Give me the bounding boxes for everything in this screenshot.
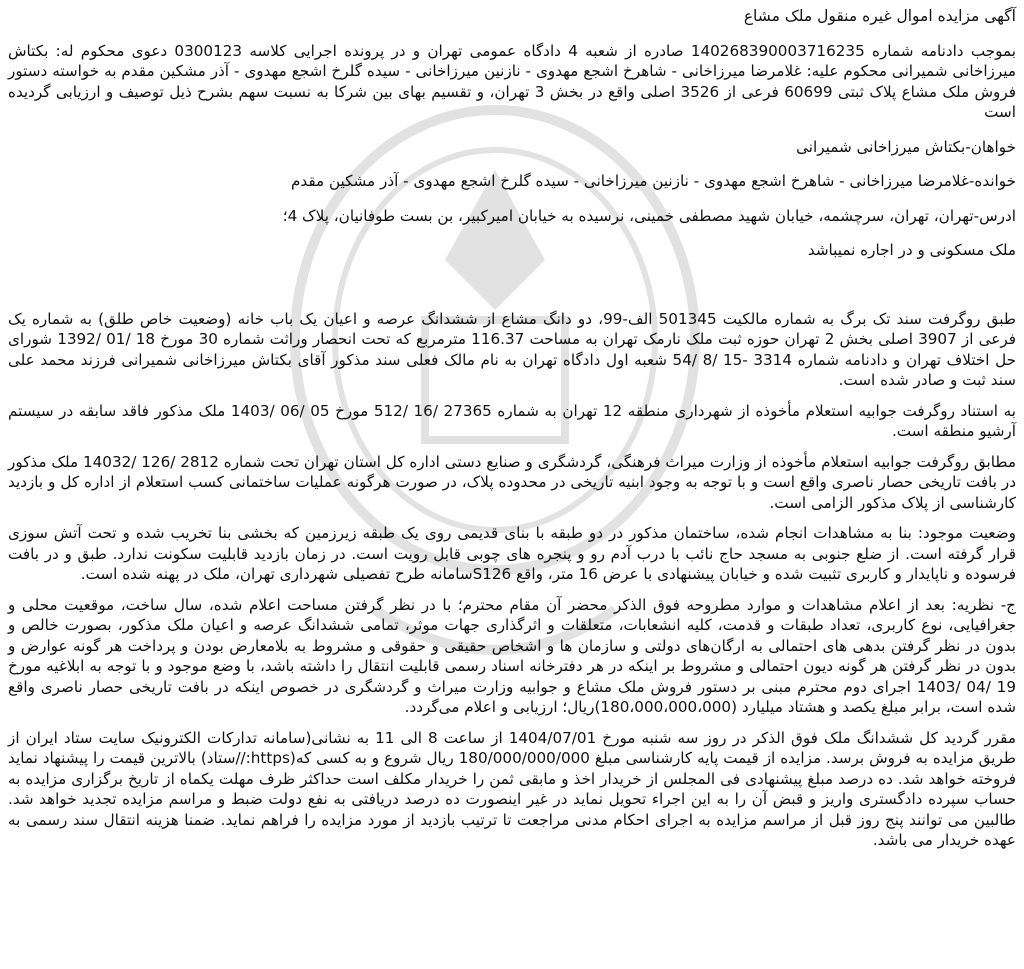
heritage-paragraph: مطابق روگرفت جوابیه استعلام مأخوذه از وزارت میراث فرهنگی، گردشگری و صنایع دستی اداره کل استان تهران تحت شماره 2812 /126 /14032 ملک مذکور در بافت تاریخی حصار ناصری واقع است و با توجه به وجود ابنیه تاریخی در محدوده پلاک، در صورت هرگونه عملیات ساختمانی کسب استعلام از اداره کل و بازدید کارشناسی از پلاک مذکور الزامی است. <box>8 452 1016 512</box>
opinion-paragraph: ج- نظریه: بعد از اعلام مشاهدات و موارد مطروحه فوق الذکر محضر آن مقام محترم؛ با در نظر گرفتن مساحت اعلام شده، سال ساخت، موقعیت محلی و جغرافیایی، نوع کاربری، تعداد طبقات و قدمت، کلیه انشعابات، متعلقات و اثرگذاری جهات موثر، تمامی ششدانگ عرصه و اعیان ملک مذکور، بصورت خالص و بدون در نظر گرفتن بدهی های احتمالی به ارگان‌های دولتی و سازمان ها و اشخاص حقیقی و حقوقی و مشروط به بلامعارض بودن و پرداخت هر گونه عوارض و بدون در نظر گرفتن هر گونه دیون احتمالی و مشروط بر اینکه در هر دفترخانه اسناد رسمی قابلیت انتقال را داشته باشد، با وضع موجود و با توجه به ابلاغیه مورخ 19 /04 /1403 اجرای دوم محترم مبنی بر دستور فروش ملک مشاع و جوابیه وزارت میراث و گردشگری در خصوص اینکه در بافت تاریخی حصار ناصری واقع شده است، برابر مبلغ یکصد و هشتاد میلیارد (180،000،000،000)ریال؛ ارزیابی و اعلام می‌گردد. <box>8 595 1016 716</box>
status-line: ملک مسکونی و در اجاره نمیباشد <box>807 241 1016 259</box>
plaintiff-line: خواهان-بکتاش میرزاخانی شمیرانی <box>796 137 1016 156</box>
address-line: ادرس-تهران، تهران، سرچشمه، خیابان شهید مصطفی خمینی، نرسیده به خیابان امیرکبیر، بن بست طوفانیان، پلاک 4؛ <box>282 206 1016 225</box>
auction-paragraph: مقرر گردید کل ششدانگ ملک فوق الذکر در روز سه شنبه مورخ 1404/07/01 از ساعت 8 الی 11 به نشانی(سامانه تدارکات الکترونیک سایت ستاد ایران از طریق مزایده به فروش برسد. مزایده از قیمت پایه کارشناسی مبلغ 180/000/000/000 ریال شروع و به کسی که(https://ستاد) بالاترین قیمت را پیشنهاد نماید فروخته خواهد شد. ده درصد مبلغ پیشنهادی فی المجلس از خریدار اخذ و مابقی ثمن را خریدار مکلف است حداکثر ظرف مهلت یکماه از تاریخ برگزاری مزایده به حساب سپرده دادگستری واریز و قبض آن را به این اجراء تحویل نماید در غیر اینصورت ده درصد دریافتی به نفع دولت ضبط و مراسم مزایده تجدید خواهد شد. طالبین می توانند پنج روز قبل از مراسم مزایده به اجرای احکام مدنی مراجعت تا ترتیب بازدید از مورد مزایده را فراهم نماید. ضمنا هزینه انتقال سند رسمی به عهده خریدار می باشد. <box>8 728 1016 849</box>
notice-title: آگهی مزایده اموال غیره منقول ملک مشاع <box>743 7 1016 25</box>
deed-paragraph: طبق روگرفت سند تک برگ به شماره مالکیت 501345 الف-99، دو دانگ مشاع از ششدانگ عرصه و اعیان یک باب خانه (وضعیت خاص طلق) به شماره یک فرعی از 3907 اصلی بخش 2 تهران حوزه ثبت ملک نارمک تهران به مساحت 116.37 مترمربع که تحت انحصار وراثت شماره 30 مورخ 18 /01 /1392 شورای حل اختلاف تهران و دادنامه شماره 3314 -15 /8 /54 شعبه اول دادگاه تهران به نام مالک فعلی سند مذکور آقای بکتاش میرزاخانی شمیرانی فرزند محمد علی سند ثبت و صادر شده است. <box>8 309 1016 389</box>
municipality-paragraph: به استناد روگرفت جوابیه استعلام مأخوذه از شهرداری منطقه 12 تهران به شماره 27365 /16 /512 مورخ 05 /06 /1403 ملک مذکور فاقد سابقه در سیستم آرشیو منطقه است. <box>8 401 1016 440</box>
notice-intro: بموجب دادنامه شماره 140268390003716235 صادره از شعبه 4 دادگاه عمومی تهران و در پرونده اجرایی کلاسه 0300123 دعوی محکوم له: بکتاش میرزاخانی شمیرانی محکوم علیه: غلامرضا میرزاخانی - شاهرخ اشجع مهدوی - نازنین میرزاخانی - سیده گلرخ اشجع مهدوی - آذر مشکین مقدم به خواسته دستور فروش ملک مشاع پلاک ثبتی 60699 فرعی از 3526 اصلی واقع در بخش 3 تهران، و تقسیم بهای بین شرکا به نسبت سهم بشرح ذیل توصیف و ارزیابی گردیده است <box>8 41 1016 121</box>
condition-paragraph: وضعیت موجود: بنا به مشاهدات انجام شده، ساختمان مذکور در دو طبقه با بنای قدیمی روی یک طبقه زیرزمین که بخشی بنا تخریب شده و تحت آتش سوزی قرار گرفته است. از ضلع جنوبی به مسجد حاج نائب با درب آدم رو و پنجره های چوبی قابل رویت است. در زمان بازدید قابلیت سکونت ندارد. طبق و در بافت فرسوده و ناپایدار و کاربری تثبیت شده و خیابان پیشنهادی با عرض 16 متر، واقع S126سامانه طرح تفصیلی شهرداری تهران، ملک در پهنه شده است. <box>8 524 1016 583</box>
defendants-line: خوانده-غلامرضا میرزاخانی - شاهرخ اشجع مهدوی - نازنین میرزاخانی - سیده گلرخ اشجع مهدوی - آذر مشکین مقدم <box>290 172 1016 190</box>
